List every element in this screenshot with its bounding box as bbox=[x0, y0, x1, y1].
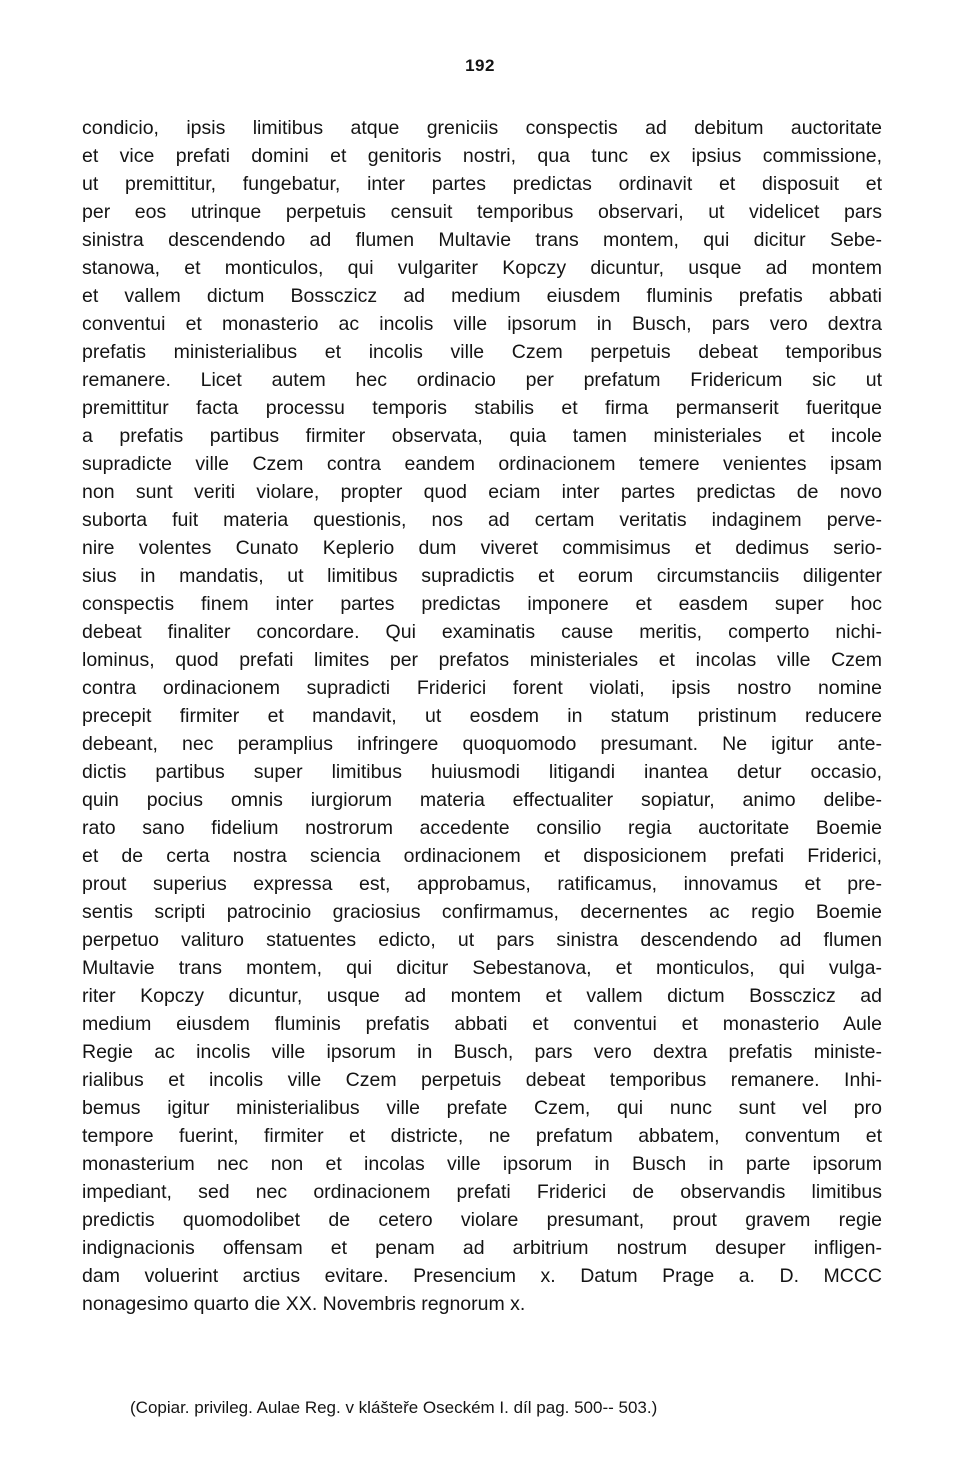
text-line: nire volentes Cunato Keplerio dum viveret commisimus et dedimus serio- bbox=[82, 537, 882, 559]
text-line: monasterium nec non et incolas ville ipsorum in Busch in parte ipsorum bbox=[82, 1153, 882, 1175]
text-line: remanere. Licet autem hec ordinacio per prefatum Fridericum sic ut bbox=[82, 369, 882, 391]
text-line: prout superius expressa est, approbamus, ratificamus, innovamus et pre- bbox=[82, 873, 882, 895]
text-line: ut premittitur, fungebatur, inter partes predictas ordinavit et disposuit et bbox=[82, 173, 882, 195]
text-line: perpetuo valituro statuentes edicto, ut pars sinistra descendendo ad flumen bbox=[82, 929, 882, 951]
text-line: rialibus et incolis ville Czem perpetuis debeat temporibus remanere. Inhi- bbox=[82, 1069, 882, 1091]
text-line: contra ordinacionem supradicti Friderici forent violati, ipsis nostro nomine bbox=[82, 677, 882, 699]
text-line: conventui et monasterio ac incolis ville ipsorum in Busch, pars vero dextra bbox=[82, 313, 882, 335]
text-line: prefatis ministerialibus et incolis ville Czem perpetuis debeat temporibus bbox=[82, 341, 882, 363]
text-line: et de certa nostra sciencia ordinacionem et disposicionem prefati Friderici, bbox=[82, 845, 882, 867]
text-line: suborta fuit materia questionis, nos ad certam veritatis indaginem perve- bbox=[82, 509, 882, 531]
text-line: nonagesimo quarto die XX. Novembris regnorum x. bbox=[82, 1293, 526, 1315]
source-note: (Copiar. privileg. Aulae Reg. v klášteře Oseckém I. díl pag. 500-- 503.) bbox=[130, 1398, 658, 1417]
text-line: stanowa, et monticulos, qui vulgariter Kopczy dicuntur, usque ad montem bbox=[82, 257, 882, 279]
text-line: lominus, quod prefati limites per prefatos ministeriales et incolas ville Czem bbox=[82, 649, 882, 671]
text-line: rato sano fidelium nostrorum accedente consilio regia auctoritate Boemie bbox=[82, 817, 882, 839]
text-line: quin pocius omnis iurgiorum materia effectualiter sopiatur, animo delibe- bbox=[82, 789, 882, 811]
text-line: predictis quomodolibet de cetero violare presumant, prout gravem regie bbox=[82, 1209, 882, 1231]
text-line: sentis scripti patrocinio graciosius confirmamus, decernentes ac regio Boemie bbox=[82, 901, 882, 923]
text-line: conspectis finem inter partes predictas imponere et easdem super hoc bbox=[82, 593, 882, 615]
text-line: Multavie trans montem, qui dicitur Sebestanova, et monticulos, qui vulga- bbox=[82, 957, 882, 979]
text-line: precepit firmiter et mandavit, ut eosdem in statum pristinum reducere bbox=[82, 705, 882, 727]
text-line: sius in mandatis, ut limitibus supradictis et eorum circumstanciis diligenter bbox=[82, 565, 882, 587]
text-line: riter Kopczy dicuntur, usque ad montem et vallem dictum Bossczicz ad bbox=[82, 985, 882, 1007]
text-line: medium eiusdem fluminis prefatis abbati et conventui et monasterio Aule bbox=[82, 1013, 882, 1035]
text-line: condicio, ipsis limitibus atque greniciis conspectis ad debitum auctoritate bbox=[82, 117, 882, 139]
text-line: bemus igitur ministerialibus ville prefate Czem, qui nunc sunt vel pro bbox=[82, 1097, 882, 1119]
text-line: et vallem dictum Bossczicz ad medium eiusdem fluminis prefatis abbati bbox=[82, 285, 882, 307]
text-line: dam voluerint arctius evitare. Presencium x. Datum Prage a. D. MCCC bbox=[82, 1265, 882, 1287]
text-line: non sunt veriti violare, propter quod eciam inter partes predictas de novo bbox=[82, 481, 882, 503]
body-text bbox=[82, 114, 882, 1318]
text-line: indignacionis offensam et penam ad arbitrium nostrum desuper infligen- bbox=[82, 1237, 882, 1259]
text-line: premittitur facta processu temporis stabilis et firma permanserit fueritque bbox=[82, 397, 882, 419]
text-line: debeant, nec peramplius infringere quoquomodo presumant. Ne igitur ante- bbox=[82, 733, 882, 755]
text-line: impediant, sed nec ordinacionem prefati Friderici de observandis limitibus bbox=[82, 1181, 882, 1203]
text-line: a prefatis partibus firmiter observata, quia tamen ministeriales et incole bbox=[82, 425, 882, 447]
page-number: 192 bbox=[465, 56, 495, 75]
text-line: sinistra descendendo ad flumen Multavie trans montem, qui dicitur Sebe- bbox=[82, 229, 882, 251]
text-line: et vice prefati domini et genitoris nostri, qua tunc ex ipsius commissione, bbox=[82, 145, 882, 167]
text-line: per eos utrinque perpetuis censuit temporibus observari, ut videlicet pars bbox=[82, 201, 882, 223]
text-line: Regie ac incolis ville ipsorum in Busch, pars vero dextra prefatis ministe- bbox=[82, 1041, 882, 1063]
text-line: tempore fuerint, firmiter et districte, ne prefatum abbatem, conventum et bbox=[82, 1125, 882, 1147]
text-line: dictis partibus super limitibus huiusmodi litigandi inantea detur occasio, bbox=[82, 761, 882, 783]
text-line: debeat finaliter concordare. Qui examinatis cause meritis, comperto nichi- bbox=[82, 621, 882, 643]
text-line: supradicte ville Czem contra eandem ordinacionem temere venientes ipsam bbox=[82, 453, 882, 475]
